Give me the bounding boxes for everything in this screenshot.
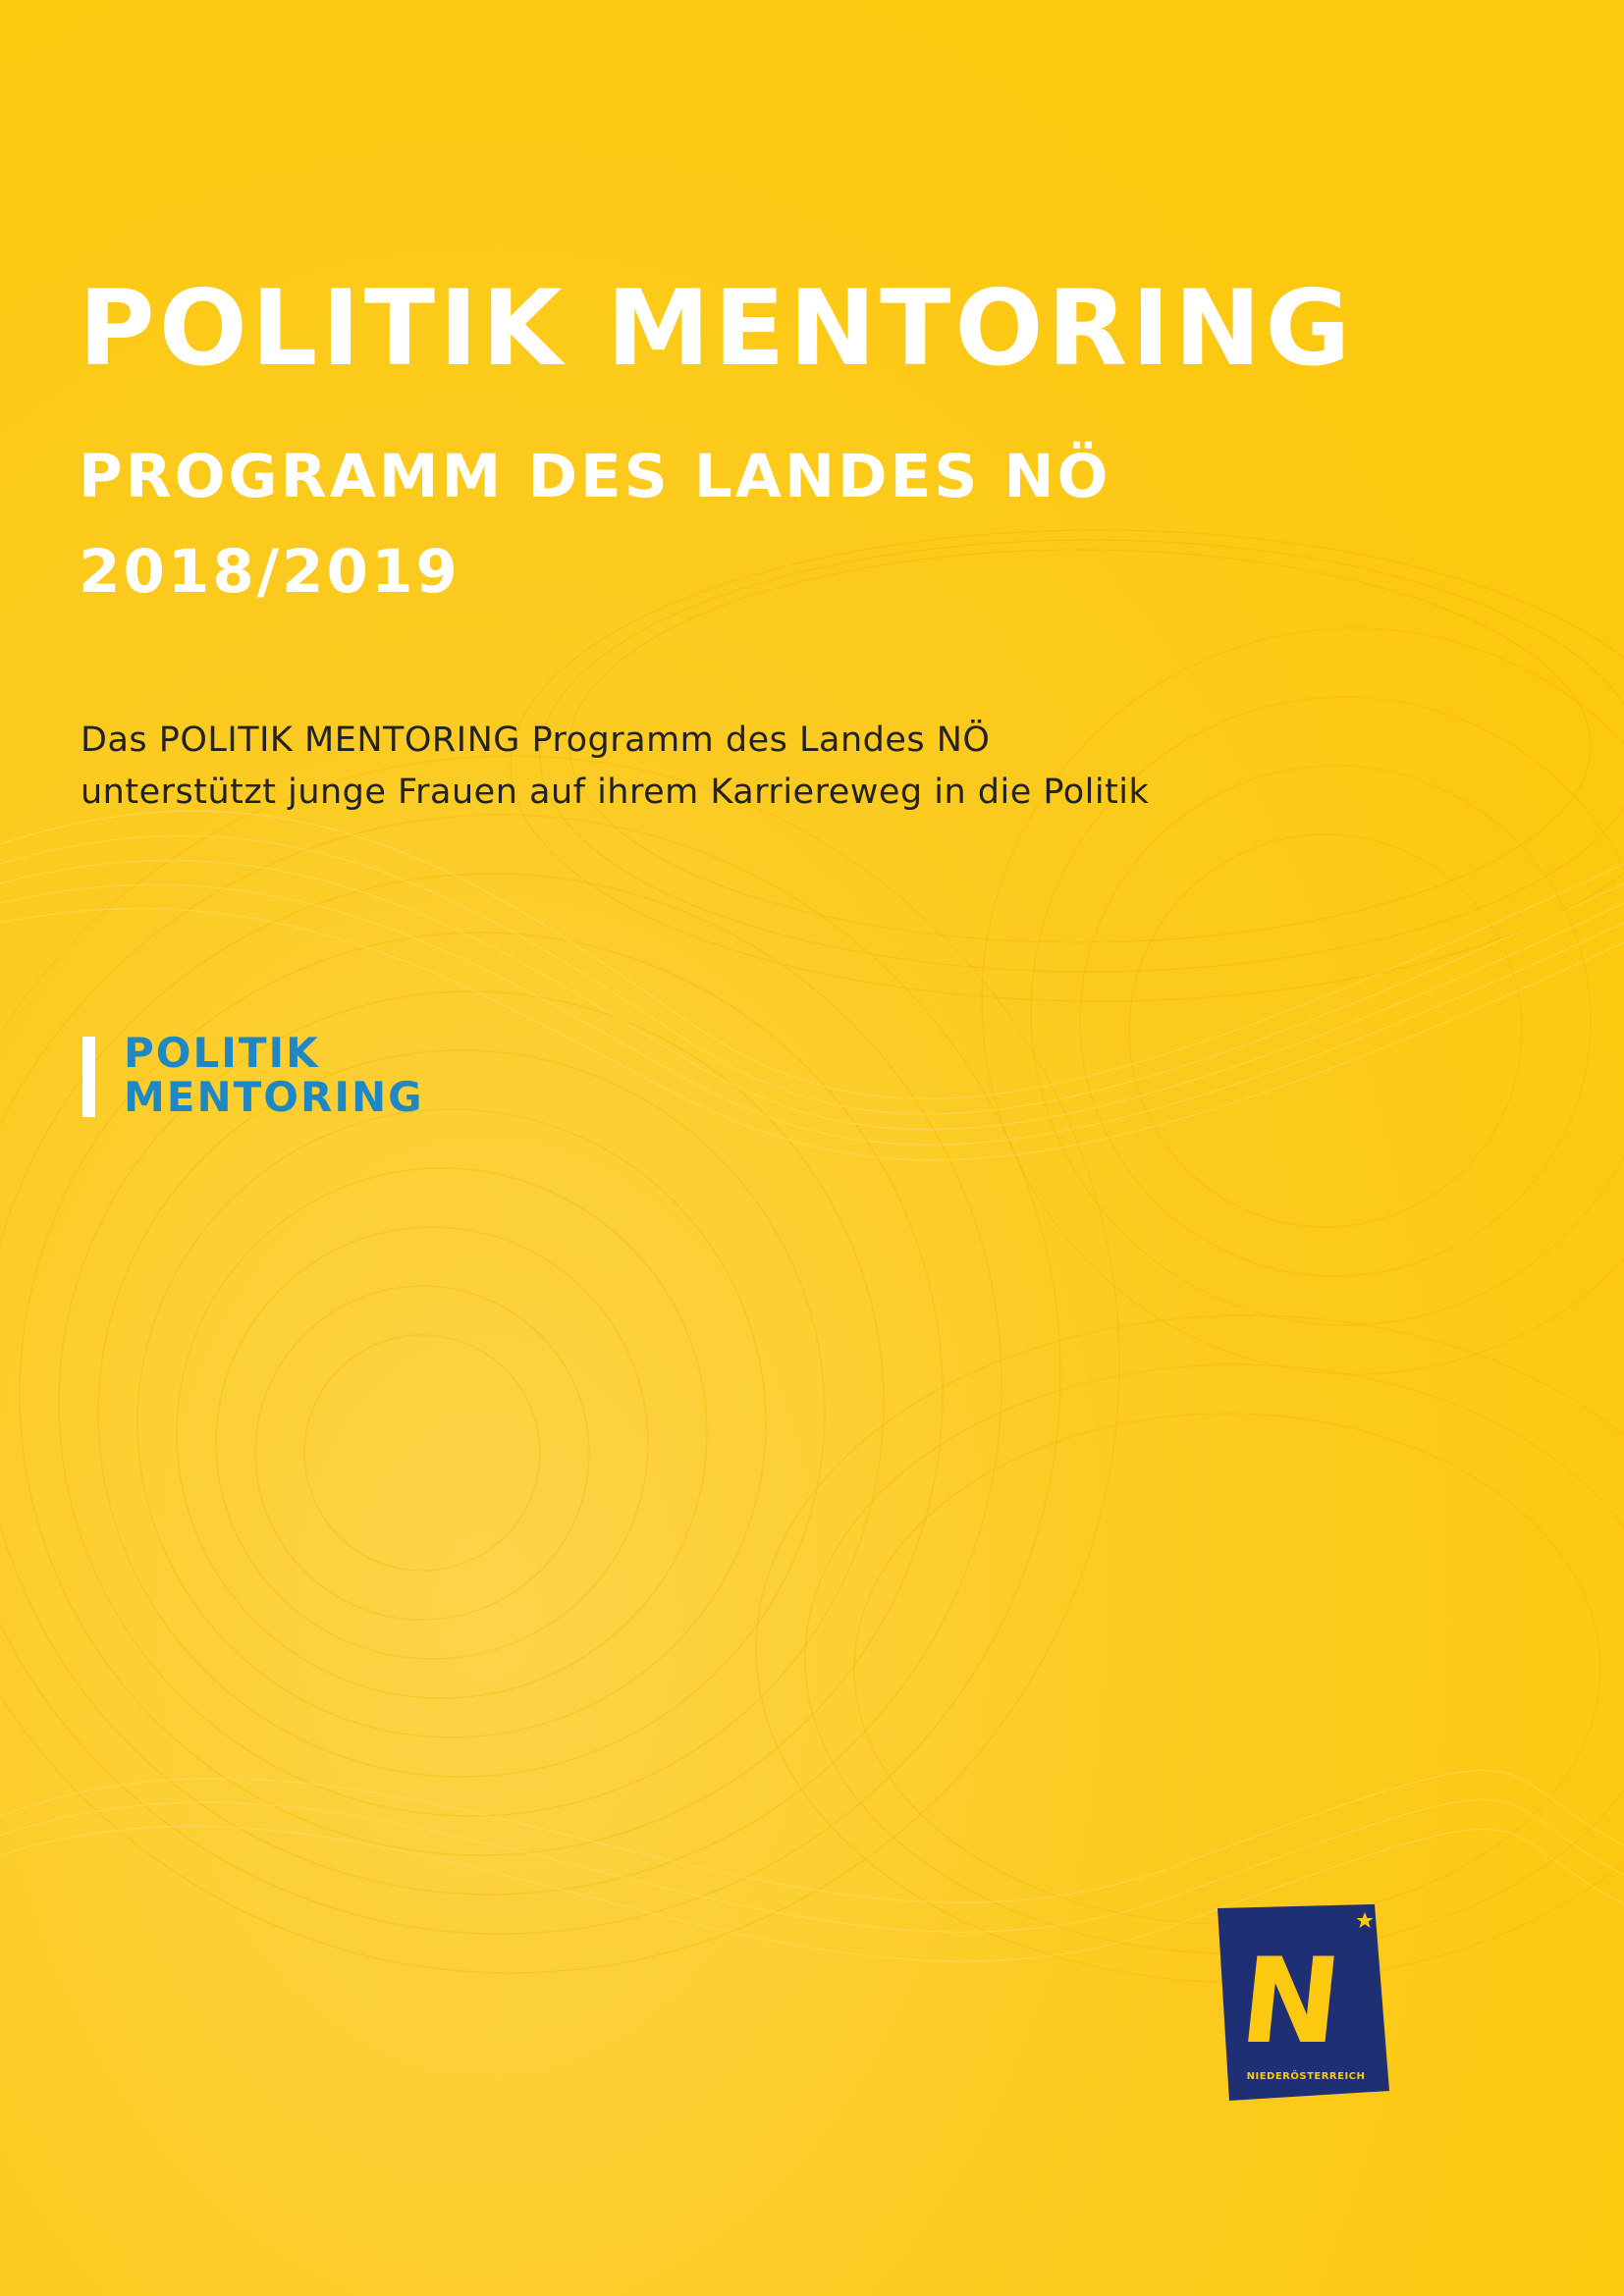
emblem-letter: N xyxy=(1234,1933,1348,2070)
description-line-1: Das POLITIK MENTORING Programm des Landes NÖ xyxy=(81,721,991,760)
page-subtitle: PROGRAMM DES LANDES NÖ xyxy=(79,442,1111,511)
program-year: 2018/2019 xyxy=(79,537,460,607)
emblem-caption: NIEDERÖSTERREICH xyxy=(1246,2071,1366,2082)
program-logo-bar xyxy=(82,1037,95,1117)
program-description xyxy=(81,715,1149,819)
description-line-2: unterstützt junge Frauen auf ihrem Karriereweg in die Politik xyxy=(81,773,1150,812)
program-logo-line-1: POLITIK xyxy=(124,1029,320,1077)
program-logo xyxy=(124,1031,424,1119)
program-logo-line-2: MENTORING xyxy=(124,1073,424,1121)
page-title: POLITIK MENTORING xyxy=(79,268,1355,389)
niederoesterreich-logo xyxy=(1218,1904,1389,2101)
